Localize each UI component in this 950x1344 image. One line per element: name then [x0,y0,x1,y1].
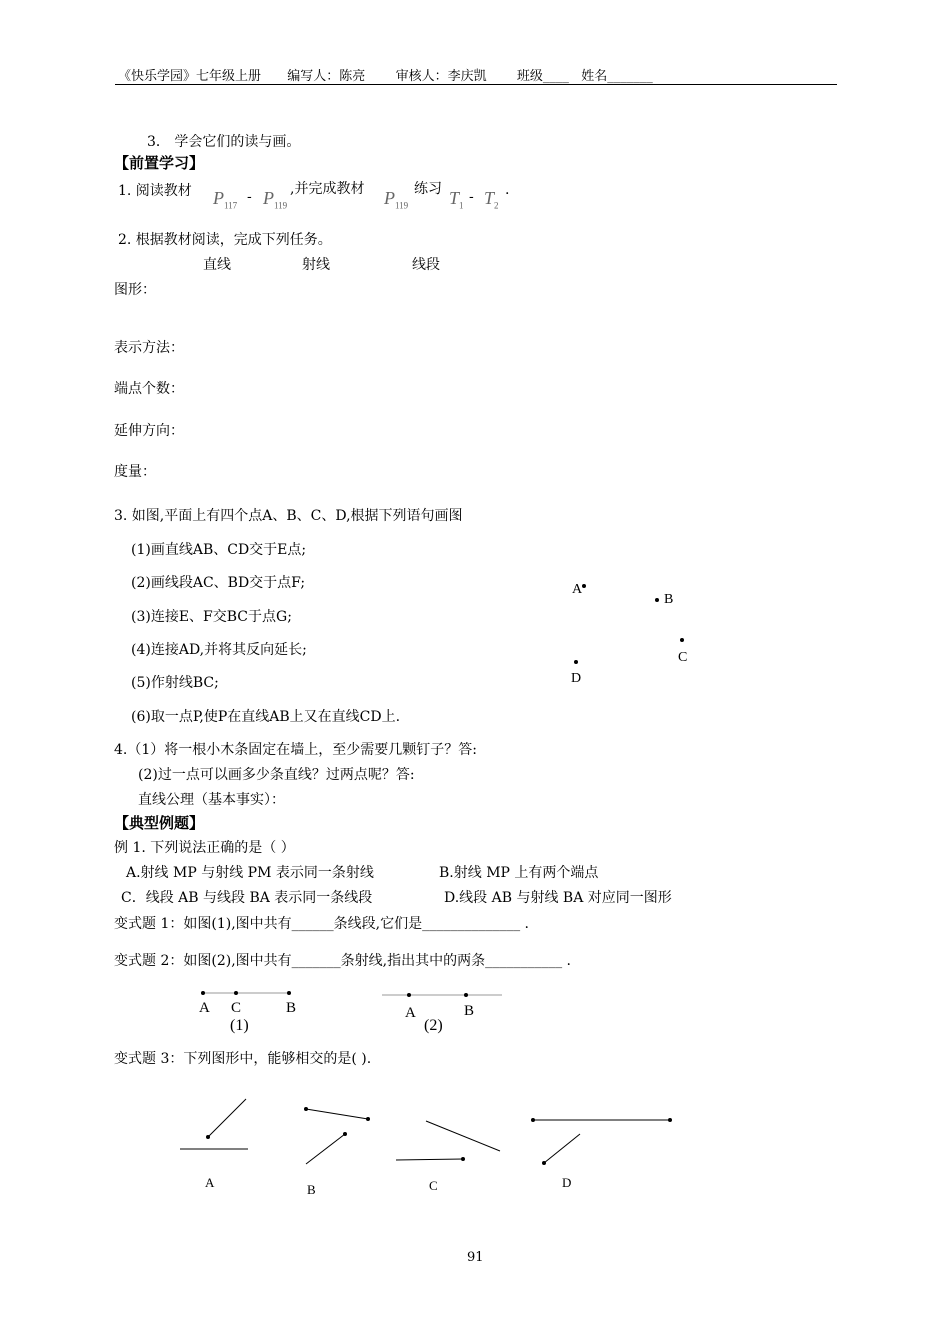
fig2-point-a [407,993,411,997]
fig-d-dot-2 [668,1118,672,1122]
fig1-label-a: A [199,1000,210,1016]
q1-dash: - [247,189,252,205]
q1-mid: ,并完成教材 [290,181,365,197]
fig-c-label: C [429,1178,438,1193]
fig-d-dot-1 [531,1118,535,1122]
point-d-label: D [571,671,582,686]
goal-3: 3． 学会它们的读与画。 [147,134,301,150]
point-a-label: A [572,582,583,597]
q3-item-5: (5)作射线BC; [131,675,219,691]
q2-text: 2. 根据教材阅读，完成下列任务。 [118,232,332,248]
q3-points-figure [560,570,710,690]
example1-option-d: D.线段 AB 与射线 BA 对应同一图形 [444,890,672,906]
fig-b-line-1 [306,1109,368,1119]
q1-p119b: $P_{119}$ [384,188,409,211]
example1-stem: 例 1. 下列说法正确的是（ ） [114,840,295,856]
q1-t1: $T_1$ [449,188,464,211]
variant-1: 变式题 1：如图(1),图中共有______条线段,它们是______________ . [114,916,529,932]
point-a-dot [582,584,586,588]
fig2-caption: (2) [424,1017,443,1034]
q2-row-notation: 表示方法： [114,340,184,356]
q4-line-2: (2)过一点可以画多少条直线？过两点呢？答: [138,767,415,783]
fig-b-line-2 [306,1134,345,1164]
fig2-label-a: A [405,1005,416,1021]
page-header [118,65,653,84]
example1-option-b: B.射线 MP 上有两个端点 [439,865,599,881]
q1-t2: $T_2$ [484,188,499,211]
fig-c-dot [461,1157,465,1161]
q3-item-6: (6)取一点P,使P在直线AB上又在直线CD上. [131,709,401,725]
header-class: 班级____ [516,69,569,84]
q1-prefix: 1. 阅读教材 [118,183,192,199]
fig-a-label: A [205,1175,215,1190]
fig1-label-b: B [286,1000,297,1016]
point-d-dot [574,660,578,664]
point-c-label: C [678,650,688,665]
variant-3: 变式题 3：下列图形中，能够相交的是( ). [114,1051,372,1067]
q3-item-4: (4)连接AD,并将其反向延长; [131,642,307,658]
fig1-point-c [234,991,238,995]
example1-option-a: A.射线 MP 与射线 PM 表示同一条射线 [126,865,374,881]
fig1-point-b [287,991,291,995]
q2-col-line: 直线 [203,257,231,273]
q4-line-3: 直线公理（基本事实）： [138,792,285,808]
q2-col-segment: 线段 [412,257,440,273]
q3-item-2: (2)画线段AC、BD交于点F; [131,575,306,591]
fig-b-dot-3 [343,1132,347,1136]
fig-c-line-2 [396,1159,463,1160]
fig-b-label: B [307,1182,316,1197]
section-pre-study: 【前置学习】 [114,154,205,172]
fig-d-dot-3 [542,1161,546,1165]
point-c-dot [680,638,684,642]
q3-item-3: (3)连接E、F交BC于点G; [131,609,292,625]
fig1-caption: (1) [230,1017,249,1034]
example1-option-c: C．线段 AB 与线段 BA 表示同一条线段 [121,890,373,906]
variant-2: 变式题 2：如图(2),图中共有_______条射线,指出其中的两条___________ . [114,953,571,969]
section-examples: 【典型例题】 [114,814,205,832]
header-author: 编写人：陈亮 [287,69,366,84]
fig2-label-b: B [464,1003,475,1019]
q2-row-direction: 延伸方向： [114,423,184,439]
header-reviewer: 审核人：李庆凯 [395,69,487,84]
q2-row-figure: 图形： [114,282,156,298]
q1-dash2: - [469,189,474,205]
q1-lianxi: 练习 [414,181,442,197]
q3-item-1: (1)画直线AB、CD交于E点; [131,542,307,558]
point-b-label: B [664,592,674,607]
fig-a-dot [206,1135,210,1139]
fig-b-dot-1 [304,1107,308,1111]
fig-b-dot-2 [366,1117,370,1121]
q1-end: . [505,182,510,198]
q2-row-endpoints: 端点个数： [114,381,184,397]
fig-d-label: D [562,1175,572,1190]
page-number: 91 [467,1250,484,1265]
header-rule [115,84,837,85]
fig-d-line-2 [544,1134,580,1163]
figures-1-2 [190,982,520,1042]
q3-text: 3. 如图,平面上有四个点A、B、C、D,根据下列语句画图 [114,508,463,524]
q2-col-ray: 射线 [302,257,330,273]
fig1-point-a [201,991,205,995]
q1-p119: $P_{119}$ [263,188,288,211]
intersection-figures [170,1090,690,1205]
fig-a-line-2 [208,1099,246,1137]
fig1-label-c: C [231,1000,242,1016]
point-b-dot [655,598,659,602]
q1-p117: $P_{117}$ [213,188,238,211]
header-book: 《快乐学园》七年级上册 [118,69,262,84]
fig2-point-b [464,993,468,997]
q4-line-1: 4.（1）将一根小木条固定在墙上，至少需要几颗钉子？答: [114,742,477,758]
fig-c-line-1 [426,1121,500,1151]
header-name: 姓名_______ [581,69,653,84]
q2-row-measure: 度量： [114,464,156,480]
